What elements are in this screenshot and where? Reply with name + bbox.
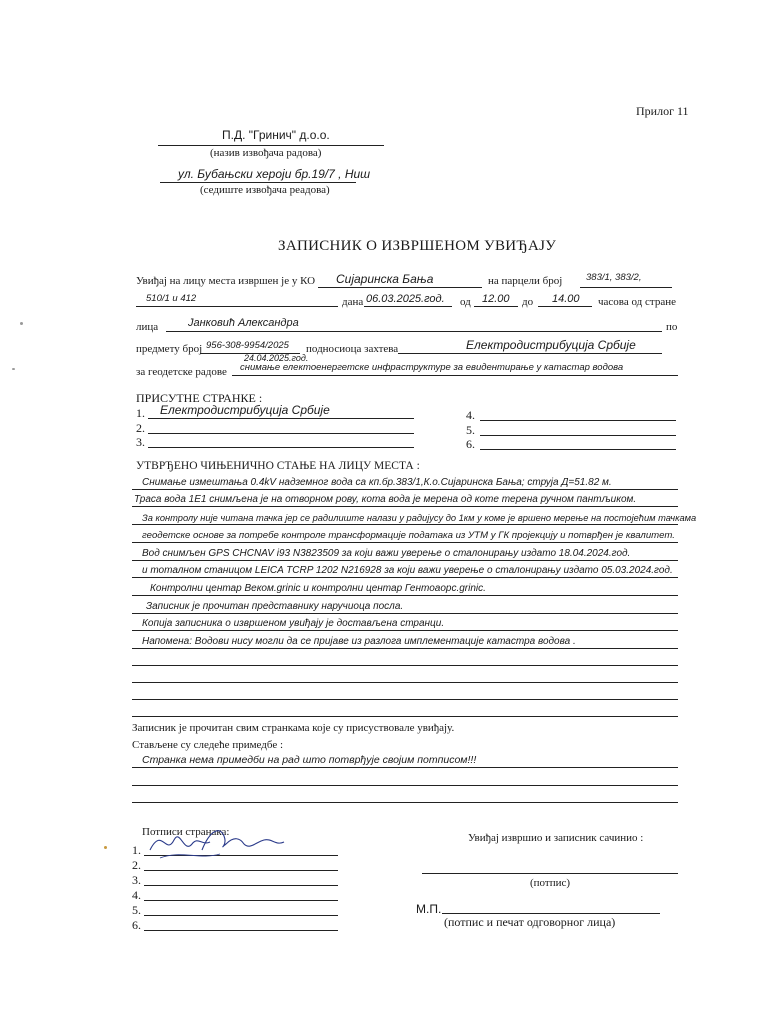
sig-line-3 bbox=[144, 885, 338, 886]
inspector-sign-caption: (потпис) bbox=[530, 877, 571, 889]
remarks-label: Стављене су следеће примедбе : bbox=[132, 739, 284, 751]
remark-line bbox=[132, 752, 678, 768]
sig-num-6: 6. bbox=[132, 918, 141, 932]
works-label: за геодетске радове bbox=[136, 366, 227, 378]
finding-text: и тоталном станицом LEICA TCRP 1202 N216928 за који важи уверење о сталонирању издато 05.03.2024.год. bbox=[142, 565, 673, 576]
finding-text: Вод снимљен GPS CHCNAV i93 N3823509 за који важи уверење о сталонирању издато 18.04.2024.год. bbox=[142, 548, 631, 559]
finding-line-empty bbox=[132, 667, 678, 683]
remark-line-empty bbox=[132, 787, 678, 803]
present-party-1: Електродистрибуција Србије bbox=[160, 403, 330, 417]
present-num-3: 3. bbox=[136, 435, 145, 449]
sig-num-4: 4. bbox=[132, 888, 141, 902]
person-line bbox=[166, 331, 662, 332]
parcel-value-1: 383/1, 383/2, bbox=[586, 272, 642, 283]
person-value: Јанковић Александра bbox=[188, 317, 299, 329]
applicant-label: подносиоца захтева bbox=[306, 343, 399, 355]
read-statement: Записник је прочитан свим странкама које су присуствовале увиђају. bbox=[132, 722, 455, 734]
time-from-line bbox=[474, 306, 518, 307]
contractor-address-line bbox=[160, 182, 356, 183]
finding-line-empty bbox=[132, 701, 678, 717]
present-num-5: 5. bbox=[466, 423, 475, 437]
person-label: лица bbox=[136, 321, 159, 333]
applicant-value: Електродистрибуција Србије bbox=[466, 338, 636, 352]
scan-speck bbox=[12, 368, 15, 370]
present-line-2 bbox=[148, 433, 414, 434]
parcel-line-1 bbox=[580, 287, 672, 288]
remark-line-empty bbox=[132, 770, 678, 786]
present-line-1 bbox=[148, 418, 414, 419]
finding-line-empty bbox=[132, 684, 678, 700]
contractor-name-caption: (назив извођача радова) bbox=[210, 147, 322, 159]
contractor-address-caption: (седиште извођача реадова) bbox=[200, 184, 330, 196]
finding-text: Контролни центар Beком.grinic и контролни центар Гентоаорс.grinic. bbox=[150, 583, 486, 594]
mp-label: М.П. bbox=[416, 902, 442, 916]
party-signature bbox=[140, 820, 300, 864]
finding-line bbox=[132, 527, 678, 543]
date-value: 06.03.2025.год. bbox=[366, 293, 445, 305]
finding-line bbox=[132, 474, 678, 490]
present-num-4: 4. bbox=[466, 408, 475, 422]
inspector-sign-line bbox=[422, 873, 678, 874]
case-label: предмету број bbox=[136, 343, 203, 355]
present-line-4 bbox=[480, 420, 676, 421]
finding-text: Траса вода 1Е1 снимљена је на отворном рову, кота вода је мерена од коте терена ручном пантљиком. bbox=[134, 494, 637, 505]
scan-speck bbox=[20, 322, 23, 325]
case-number: 956-308-9954/2025 bbox=[206, 340, 289, 351]
present-line-5 bbox=[480, 435, 676, 436]
sig-line-4 bbox=[144, 900, 338, 901]
parcel-line-2 bbox=[136, 306, 338, 307]
finding-text: Записник је прочитан представнику наручиоца посла. bbox=[146, 601, 404, 612]
sig-line-2 bbox=[144, 870, 338, 871]
case-date: 24.04.2025.год. bbox=[244, 353, 309, 363]
parcel-value-2: 510/1 и 412 bbox=[146, 293, 197, 304]
finding-line-empty bbox=[132, 650, 678, 666]
finding-line bbox=[132, 491, 678, 507]
contractor-name: П.Д. "Гринич" д.о.о. bbox=[222, 128, 330, 142]
ko-value: Сијаринска Бања bbox=[336, 272, 434, 286]
po-label: по bbox=[666, 321, 678, 333]
finding-text: геодетске основе за потребе контроле трансформације података из УТМ у ГК пројекцију и потврђен је квалитет. bbox=[142, 530, 675, 541]
stamp-line bbox=[442, 913, 660, 914]
sig-line-5 bbox=[144, 915, 338, 916]
contractor-name-line bbox=[158, 145, 384, 146]
parcel-label: на парцели број bbox=[488, 275, 563, 287]
parties-signatures-label: Потписи странака: bbox=[142, 826, 230, 838]
sig-line-6 bbox=[144, 930, 338, 931]
contractor-address: ул. Бубањски хероји бр.19/7 , Ниш bbox=[178, 167, 371, 181]
time-to-line bbox=[538, 306, 592, 307]
finding-line bbox=[132, 615, 678, 631]
time-to-label: до bbox=[522, 296, 534, 308]
page-title: ЗАПИСНИК О ИЗВРШЕНОМ УВИЂАЈУ bbox=[278, 238, 557, 254]
annex-label: Прилог 11 bbox=[636, 104, 689, 118]
time-from-label: од bbox=[460, 296, 471, 308]
present-line-6 bbox=[480, 449, 676, 450]
works-line bbox=[232, 375, 678, 376]
time-from-value: 12.00 bbox=[482, 293, 510, 305]
scan-speck bbox=[104, 846, 107, 849]
present-line-3 bbox=[148, 447, 414, 448]
present-num-2: 2. bbox=[136, 421, 145, 435]
ko-line bbox=[318, 287, 482, 288]
finding-line bbox=[132, 509, 697, 525]
finding-text: Напомена: Водови нису могли да се пријаве из разлога имплементације катастра водова . bbox=[142, 636, 576, 647]
present-num-6: 6. bbox=[466, 437, 475, 451]
findings-heading: УТВРЂЕНО ЧИЊЕНИЧНО СТАЊЕ НА ЛИЦУ МЕСТА : bbox=[136, 460, 420, 472]
date-line bbox=[364, 306, 452, 307]
finding-text: За контролу није читана тачка јер се радилиште налази у радијусу до 1км у коме је вршено мерење на постојећим тачкама bbox=[142, 513, 697, 523]
finding-text: Снимање измештања 0.4kV надземног вода са кп.бр.383/1,К.о.Сијаринска Бања; струја Д=51.82 м. bbox=[142, 477, 612, 488]
finding-line bbox=[132, 562, 678, 578]
works-value: снимање електоенергетске инфраструктуре за евидентирање у катастар водова bbox=[240, 362, 624, 373]
finding-line bbox=[132, 580, 678, 596]
sig-num-1: 1. bbox=[132, 843, 141, 857]
stamp-caption: (потпис и печат одговорног лица) bbox=[444, 915, 616, 929]
finding-line bbox=[132, 633, 678, 649]
ko-label: Увиђај на лицу места извршен је у КО bbox=[136, 275, 316, 287]
present-heading: ПРИСУТНЕ СТРАНКЕ : bbox=[136, 391, 263, 405]
finding-line bbox=[132, 545, 678, 561]
hours-label: часова од стране bbox=[598, 296, 676, 308]
sig-num-2: 2. bbox=[132, 858, 141, 872]
sig-num-5: 5. bbox=[132, 903, 141, 917]
applicant-line bbox=[398, 353, 662, 354]
date-label: дана bbox=[342, 296, 364, 308]
sig-num-3: 3. bbox=[132, 873, 141, 887]
time-to-value: 14.00 bbox=[552, 293, 580, 305]
present-num-1: 1. bbox=[136, 406, 145, 420]
inspector-label: Увиђај извршио и записник сачинио : bbox=[468, 832, 644, 844]
finding-line bbox=[132, 598, 678, 614]
remark-text: Странка нема примедби на рад што потврђује својим потписом!!! bbox=[142, 754, 477, 766]
finding-text: Копија записника о извршеном увиђају је достављена странци. bbox=[142, 618, 445, 629]
